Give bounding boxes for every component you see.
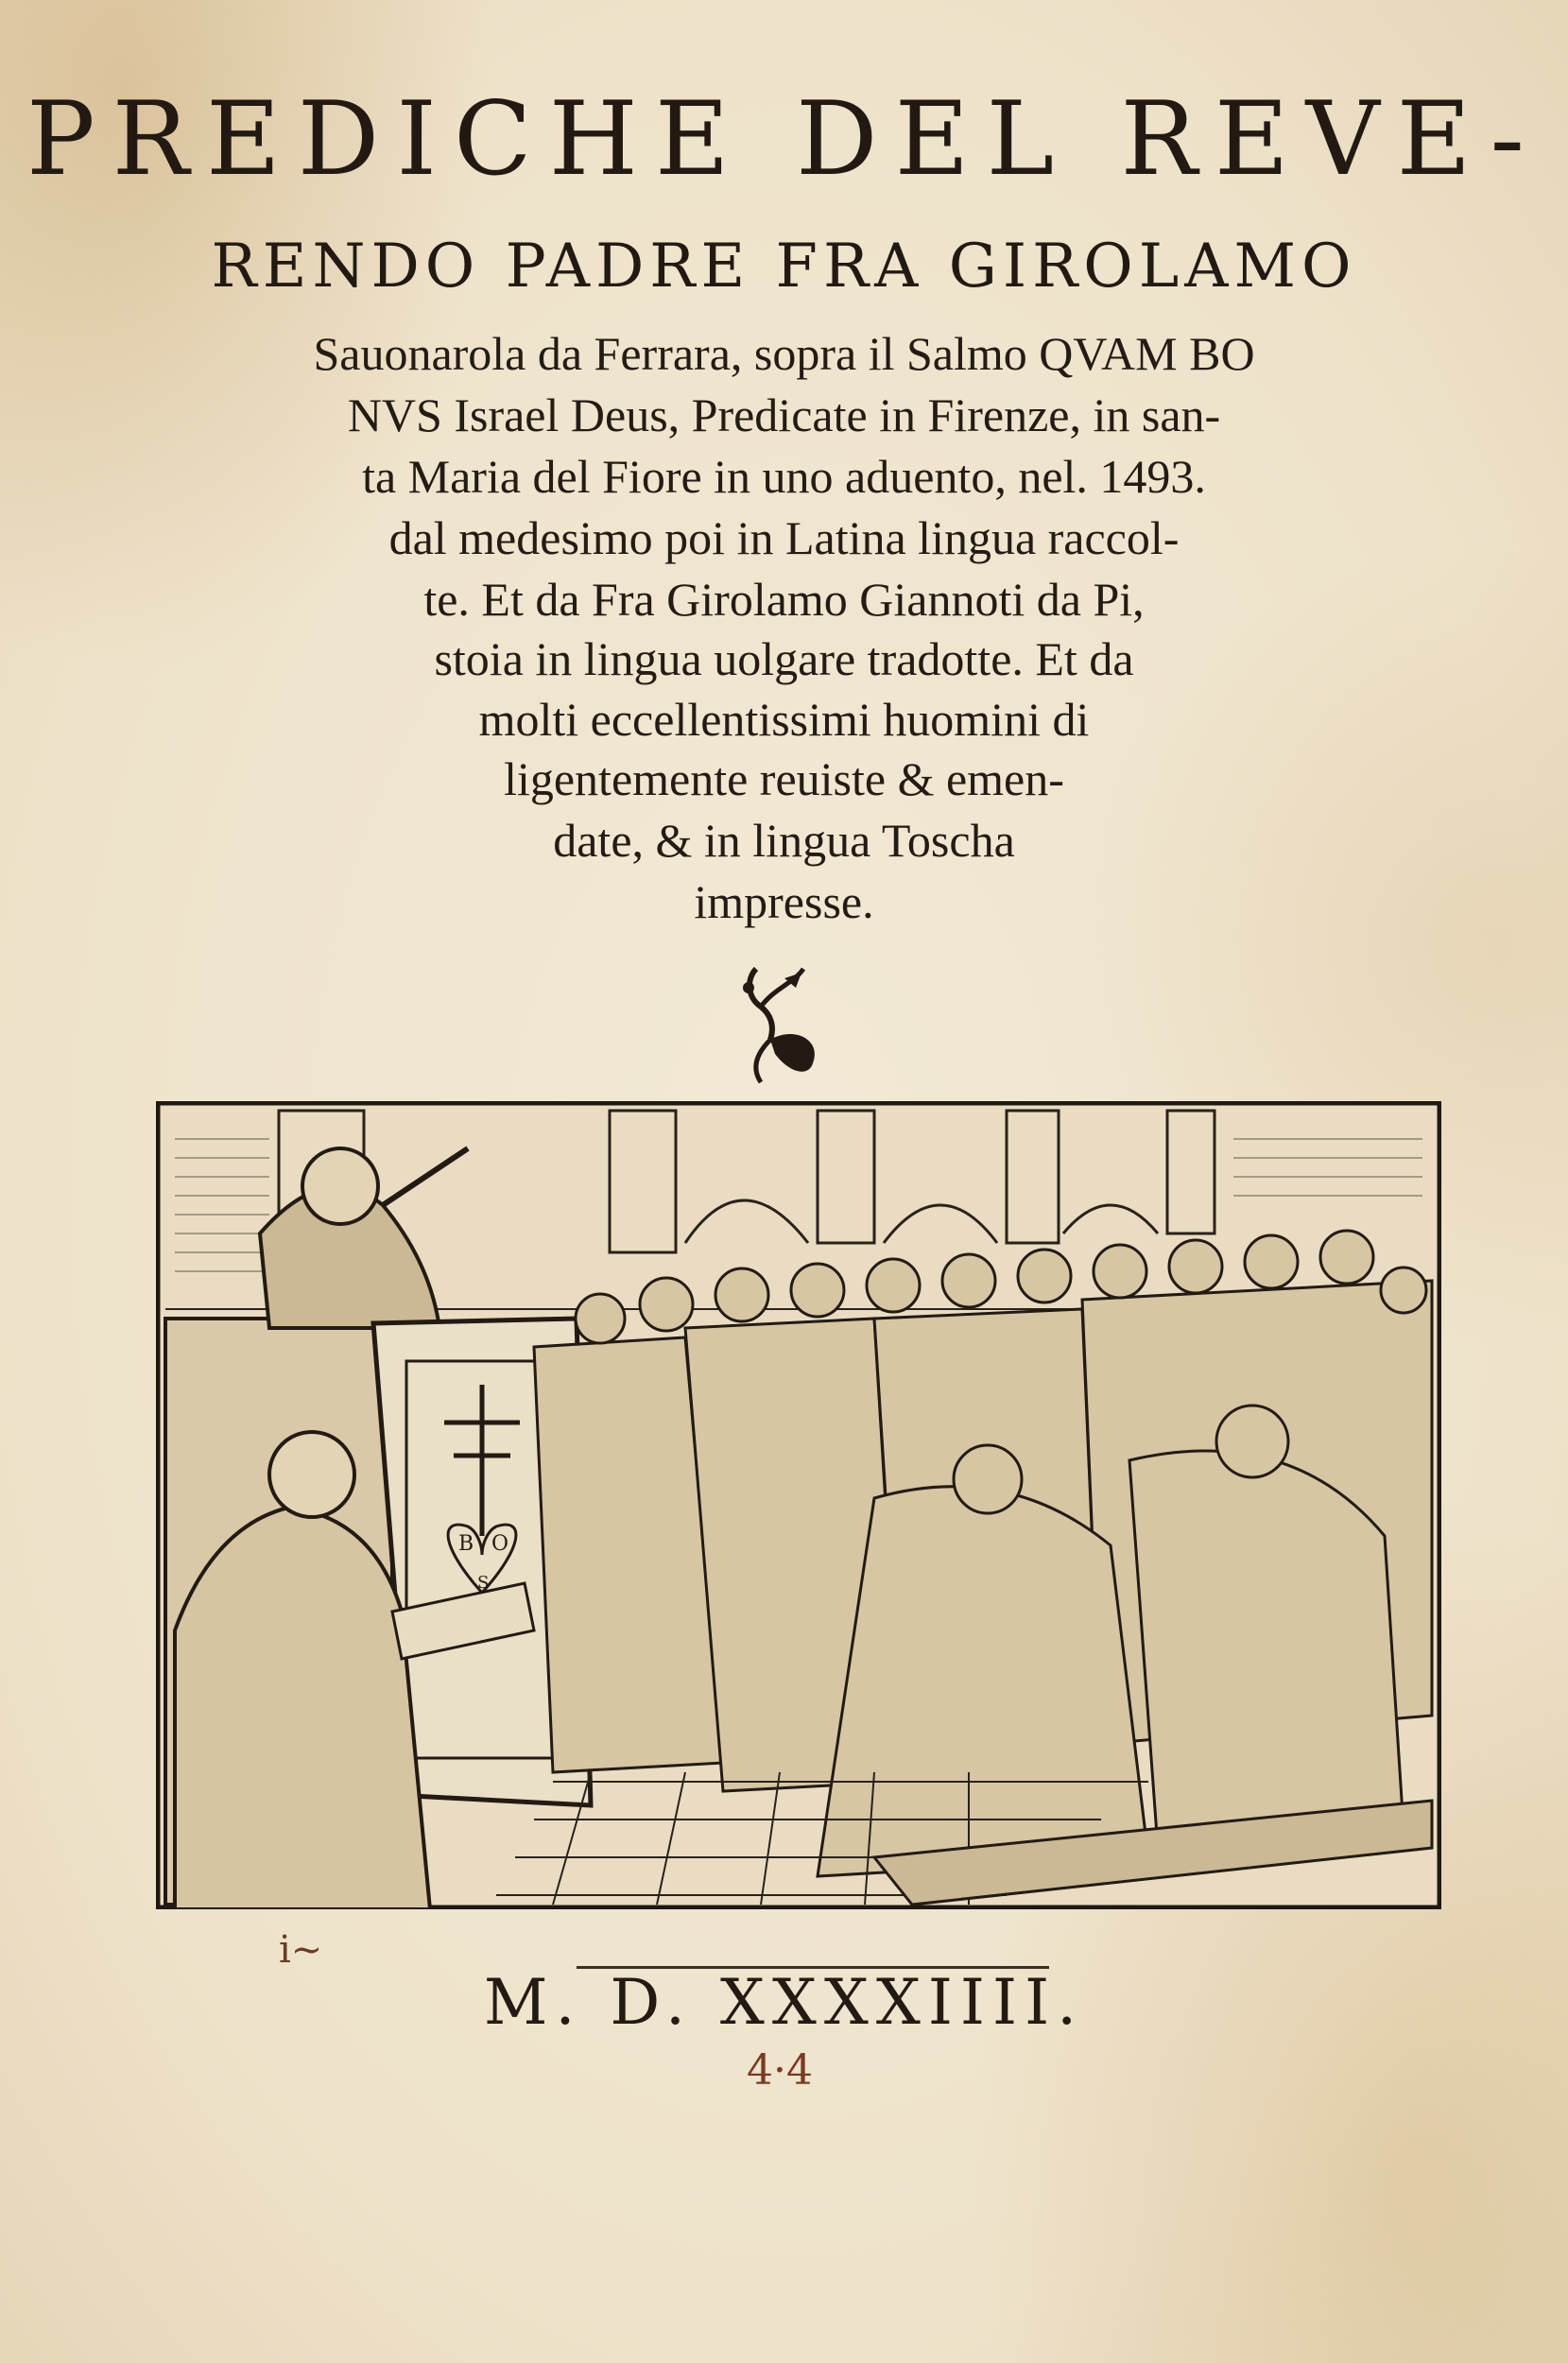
body-line-9: date, & in lingua Toscha: [553, 814, 1015, 867]
body-line-2: NVS Israel Deus, Predicate in Firenze, in san-: [347, 388, 1221, 441]
body-line-8: ligentemente reuiste & emen-: [504, 752, 1064, 805]
handwritten-folio: 4·4: [747, 2046, 813, 2095]
body-line-10: impresse.: [694, 875, 874, 928]
tablet-letter-b: B: [458, 1532, 474, 1556]
woodcut-illustration: [156, 1101, 1441, 1909]
body-line-4: dal medesimo poi in Latina lingua raccol-: [388, 511, 1180, 564]
title-line-1: PREDICHE DEL REVE-: [26, 80, 1542, 198]
body-line-5: te. Et da Fra Girolamo Giannoti da Pi,: [423, 573, 1145, 626]
margin-mark: i~: [279, 1928, 323, 1972]
imprint-date: M. D. XXXXIIII.: [483, 1966, 1085, 2039]
title-line-2: RENDO PADRE FRA GIROLAMO: [211, 232, 1357, 302]
body-line-7: molti eccellentissimi huomini di: [478, 693, 1090, 746]
body-line-6: stoia in lingua uolgare tradotte. Et da: [434, 632, 1134, 685]
body-line-1: Sauonarola da Ferrara, sopra il Salmo QVAM BO: [313, 327, 1255, 380]
tablet-letter-s: S: [477, 1573, 490, 1593]
tablet-letter-o: O: [491, 1532, 509, 1556]
fleuron-ornament-icon: [718, 950, 841, 1092]
body-line-3: ta Maria del Fiore in uno aduento, nel. 1493.: [362, 450, 1206, 503]
